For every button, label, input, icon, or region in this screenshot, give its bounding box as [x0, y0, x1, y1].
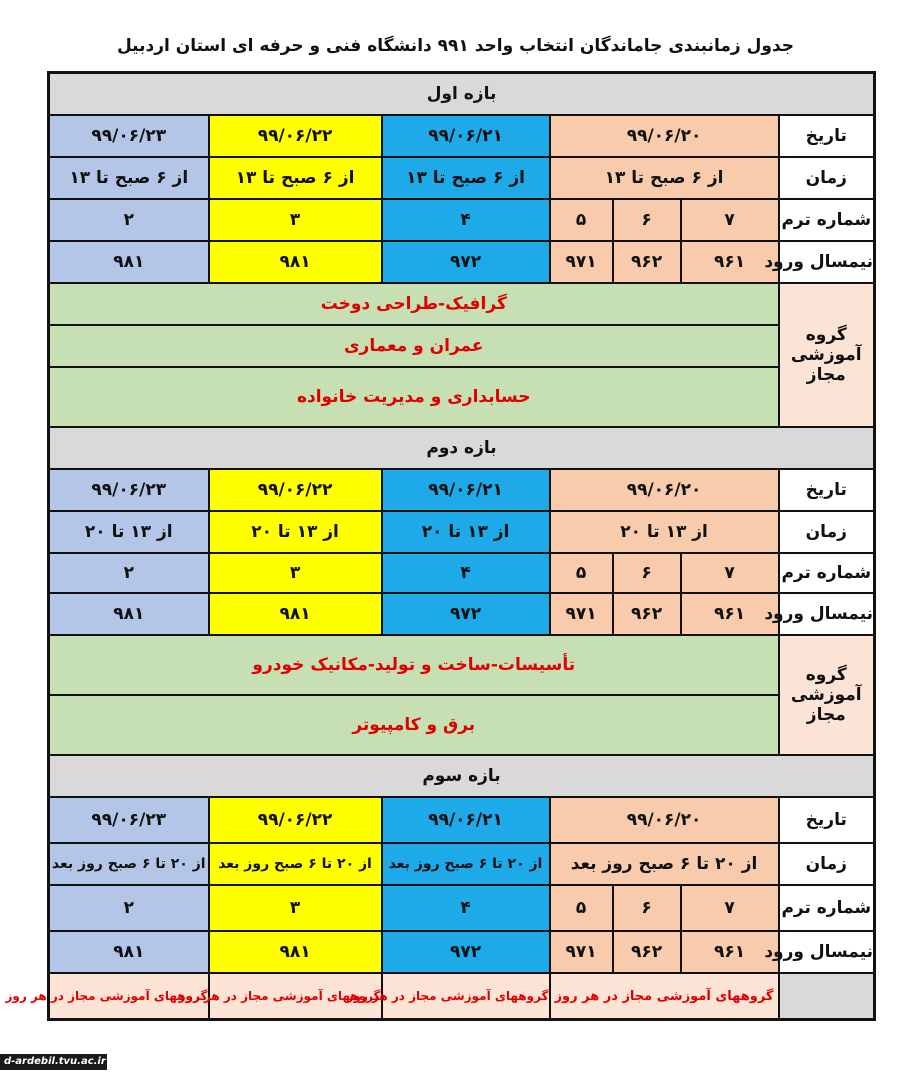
term-label: شماره ترم	[779, 553, 875, 593]
date-cell: ۹۹/۰۶/۲۳	[49, 115, 209, 157]
group-row	[49, 635, 875, 695]
time-cell: از ۲۰ تا ۶ صبح روز بعد	[382, 843, 550, 885]
entry-label: نیمسال ورود	[779, 593, 875, 635]
term-cell: ۳	[209, 199, 382, 241]
period-heading: بازه سوم	[49, 755, 875, 797]
date-label: تاریخ	[779, 115, 875, 157]
period-1-heading-row	[49, 73, 875, 116]
term-cell: ۵	[550, 553, 613, 593]
date-cell: ۹۹/۰۶/۲۲	[209, 115, 382, 157]
watermark: d-ardebil.tvu.ac.ir	[0, 1054, 107, 1070]
term-cell: ۴	[382, 553, 550, 593]
term-row	[49, 885, 875, 931]
entry-cell: ۹۶۲	[613, 241, 681, 283]
entry-cell: ۹۶۱	[681, 931, 779, 973]
term-cell: ۷	[681, 885, 779, 931]
entry-cell: ۹۸۱	[49, 931, 209, 973]
time-cell: از ۲۰ تا ۶ صبح روز بعد	[550, 843, 779, 885]
period-heading: بازه اول	[49, 73, 875, 116]
date-cell: ۹۹/۰۶/۲۰	[550, 797, 779, 843]
entry-cell: ۹۶۱	[681, 241, 779, 283]
term-cell: ۶	[613, 199, 681, 241]
term-row	[49, 553, 875, 593]
group-item: تأسیسات-ساخت و تولید-مکانیک خودرو	[49, 635, 779, 695]
entry-cell: ۹۶۱	[681, 593, 779, 635]
period-heading: بازه دوم	[49, 427, 875, 469]
date-cell: ۹۹/۰۶/۲۱	[382, 469, 550, 511]
time-cell: از ۶ صبح تا ۱۳	[49, 157, 209, 199]
period-2-heading-row	[49, 427, 875, 469]
entry-cell: ۹۸۱	[49, 593, 209, 635]
group-item: عمران و معماری	[49, 325, 779, 367]
time-row	[49, 157, 875, 199]
time-cell: از ۲۰ تا ۶ صبح روز بعد	[49, 843, 209, 885]
entry-cell: ۹۷۲	[382, 241, 550, 283]
entry-row	[49, 593, 875, 635]
group-item: گرافیک-طراحی دوخت	[49, 283, 779, 325]
entry-cell: ۹۶۲	[613, 931, 681, 973]
footer-blank	[779, 973, 875, 1020]
date-cell: ۹۹/۰۶/۲۰	[550, 469, 779, 511]
term-cell: ۲	[49, 553, 209, 593]
entry-cell: ۹۸۱	[209, 593, 382, 635]
date-cell: ۹۹/۰۶/۲۳	[49, 797, 209, 843]
term-row	[49, 199, 875, 241]
page-title: جدول زمانبندی جاماندگان انتخاب واحد ۹۹۱ دانشگاه فنی و حرفه ای استان اردبیل	[116, 36, 795, 56]
time-cell: از ۲۰ تا ۶ صبح روز بعد	[209, 843, 382, 885]
entry-row	[49, 241, 875, 283]
group-item: برق و کامپیوتر	[49, 695, 779, 755]
entry-cell: ۹۸۱	[49, 241, 209, 283]
entry-row	[49, 931, 875, 973]
term-label: شماره ترم	[779, 199, 875, 241]
entry-cell: ۹۷۱	[550, 241, 613, 283]
date-label: تاریخ	[779, 797, 875, 843]
footer-note: گروههای آموزشی مجاز در هر روز	[382, 973, 550, 1020]
entry-cell: ۹۸۱	[209, 931, 382, 973]
term-cell: ۳	[209, 885, 382, 931]
time-cell: از ۱۳ تا ۲۰	[382, 511, 550, 553]
group-row	[49, 367, 875, 427]
time-cell: از ۱۳ تا ۲۰	[550, 511, 779, 553]
term-cell: ۶	[613, 553, 681, 593]
date-cell: ۹۹/۰۶/۲۰	[550, 115, 779, 157]
time-row	[49, 511, 875, 553]
term-cell: ۷	[681, 199, 779, 241]
date-cell: ۹۹/۰۶/۲۲	[209, 469, 382, 511]
term-cell: ۳	[209, 553, 382, 593]
group-row	[49, 283, 875, 325]
term-cell: ۵	[550, 885, 613, 931]
group-item: حسابداری و مدیریت خانواده	[49, 367, 779, 427]
date-cell: ۹۹/۰۶/۲۱	[382, 115, 550, 157]
entry-cell: ۹۷۲	[382, 931, 550, 973]
entry-cell: ۹۷۱	[550, 931, 613, 973]
time-cell: از ۶ صبح تا ۱۳	[382, 157, 550, 199]
date-cell: ۹۹/۰۶/۲۳	[49, 469, 209, 511]
entry-label: نیمسال ورود	[779, 931, 875, 973]
footer-note: گروههای آموزشی مجاز در هر روز	[209, 973, 382, 1020]
time-cell: از ۱۳ تا ۲۰	[209, 511, 382, 553]
entry-cell: ۹۸۱	[209, 241, 382, 283]
entry-label: نیمسال ورود	[779, 241, 875, 283]
term-cell: ۲	[49, 885, 209, 931]
term-cell: ۴	[382, 199, 550, 241]
time-cell: از ۶ صبح تا ۱۳	[550, 157, 779, 199]
group-label: گروه آموزشی مجاز	[779, 635, 875, 755]
period-3-heading-row	[49, 755, 875, 797]
entry-cell: ۹۷۱	[550, 593, 613, 635]
term-cell: ۷	[681, 553, 779, 593]
term-cell: ۴	[382, 885, 550, 931]
time-cell: از ۱۳ تا ۲۰	[49, 511, 209, 553]
date-cell: ۹۹/۰۶/۲۲	[209, 797, 382, 843]
group-row	[49, 695, 875, 755]
time-cell: از ۶ صبح تا ۱۳	[209, 157, 382, 199]
date-row	[49, 469, 875, 511]
date-row	[49, 797, 875, 843]
footer-note: گروههای آموزشی مجاز در هر روز	[550, 973, 779, 1020]
date-label: تاریخ	[779, 469, 875, 511]
date-row	[49, 115, 875, 157]
time-label: زمان	[779, 157, 875, 199]
term-cell: ۲	[49, 199, 209, 241]
entry-cell: ۹۶۲	[613, 593, 681, 635]
date-cell: ۹۹/۰۶/۲۱	[382, 797, 550, 843]
group-row	[49, 325, 875, 367]
footer-row	[49, 973, 875, 1020]
time-row	[49, 843, 875, 885]
time-label: زمان	[779, 511, 875, 553]
schedule-table	[5, 71, 876, 1021]
time-label: زمان	[779, 843, 875, 885]
footer-note: گروههای آموزشی مجاز در هر روز	[49, 973, 209, 1020]
entry-cell: ۹۷۲	[382, 593, 550, 635]
term-label: شماره ترم	[779, 885, 875, 931]
term-cell: ۵	[550, 199, 613, 241]
term-cell: ۶	[613, 885, 681, 931]
group-label: گروه آموزشی مجاز	[779, 283, 875, 427]
